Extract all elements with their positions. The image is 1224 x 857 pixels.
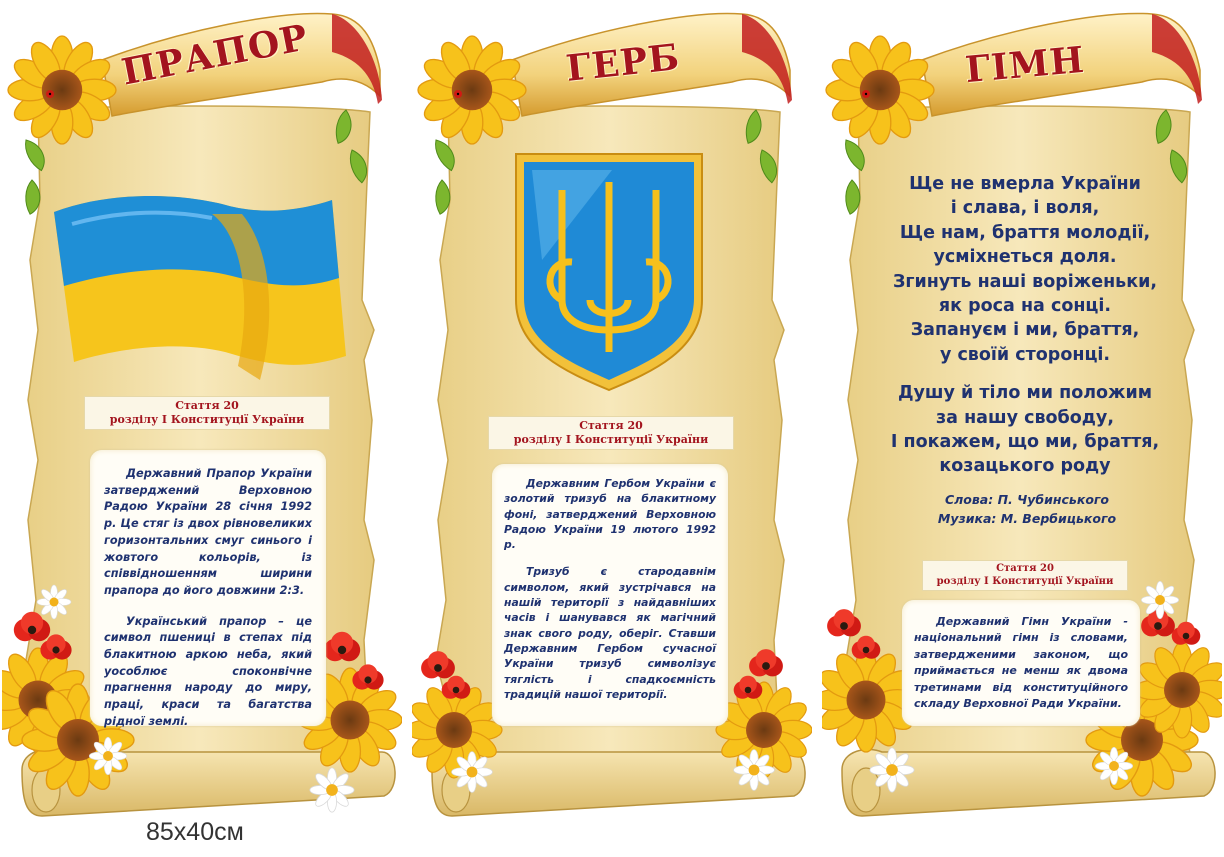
lyric-line: Згинуть наші воріженьки, <box>892 271 1158 292</box>
lyric-line: Ще нам, браття молодії, <box>899 222 1151 243</box>
lyrics-credit: Слова: П. Чубинського <box>944 492 1110 507</box>
lyric-line: Ще не вмерла України <box>909 174 1141 194</box>
flag-panel <box>2 0 402 857</box>
anthem-lyrics <box>860 172 1190 493</box>
lyric-line: і слава, і воля, <box>950 198 1100 219</box>
coat-of-arms-article-label <box>488 416 734 450</box>
lyric-line: козацького роду <box>939 456 1111 477</box>
ladybug-icon <box>46 90 54 98</box>
lyric-line: Душу й тіло ми положим <box>897 383 1153 404</box>
anthem-description-box <box>902 600 1140 726</box>
flag-article-label <box>84 396 330 430</box>
lyric-line: у своїй сторонці. <box>939 344 1111 365</box>
coat-of-arms-description-box <box>492 464 728 726</box>
article-section: розділу І Конституції України <box>513 432 709 446</box>
flag-paragraph-2: Український прапор – це символ пшениці в степах під блакитною аркою неба, який уособлює споконвічне прагнення народу до миру, праці, краси та багатства рідної землі. <box>104 614 312 728</box>
lyric-line: як роса на сонці. <box>938 296 1112 317</box>
coat-of-arms-paragraph-2: Тризуб є стародавнім символом, який зустрічався на нашій території з найдавніших часів і шанувався як магічний знак свого роду, оберіг. Ставши Державним Гербом сучасної України тризуб символізує тяглість і спадкоємність традицій нашої території. <box>504 565 716 701</box>
flag-description-box <box>90 450 326 726</box>
coat-of-arms-panel <box>412 0 812 857</box>
trident-coat-of-arms-icon <box>516 154 702 390</box>
coat-of-arms-paragraph-1: Державним Гербом України є золотий тризуб на блакитному фоні, затверджений Верховною Радою України 19 лютого 1992 р. <box>504 477 716 552</box>
article-section: розділу І Конституції України <box>936 575 1114 587</box>
article-number: Стаття 20 <box>996 563 1054 574</box>
lyric-line: І покажем, що ми, браття, <box>890 432 1160 453</box>
anthem-article-label <box>922 560 1128 591</box>
coat-of-arms-title: ГЕРБ <box>564 36 682 90</box>
anthem-credits <box>882 490 1172 528</box>
music-credit: Музика: М. Вербицького <box>937 511 1117 526</box>
lyric-line: Запануєм і ми, браття, <box>910 320 1140 341</box>
anthem-stanza-1 <box>860 172 1190 367</box>
lyric-line: усміхнеться доля. <box>933 247 1117 268</box>
flag-title: ПРАПОР <box>118 16 312 94</box>
article-number: Стаття 20 <box>579 419 643 432</box>
ladybug-icon <box>454 90 462 98</box>
article-number: Стаття 20 <box>175 399 239 412</box>
anthem-stanza-2 <box>860 381 1190 479</box>
size-label: 85x40см <box>146 818 244 846</box>
ladybug-icon <box>862 90 870 98</box>
lyric-line: за нашу свободу, <box>936 407 1114 428</box>
article-section: розділу І Конституції України <box>109 412 305 426</box>
anthem-paragraph-1: Державний Гімн України - національний гімн із словами, затвердженими законом, що приймається не менш як двома третинами від конституційного складу Верховної Ради України. <box>914 615 1128 711</box>
anthem-panel <box>822 0 1222 857</box>
anthem-title: ГІМН <box>963 38 1087 92</box>
flag-paragraph-1: Державний Прапор України затверджений Верховною Радою України 28 січня 1992 р. Це стяг із двох рівновеликих горизонтальних смуг синього і жовтого кольорів, із співвідношенням ширини прапора до його довжини 2:3. <box>104 467 312 597</box>
